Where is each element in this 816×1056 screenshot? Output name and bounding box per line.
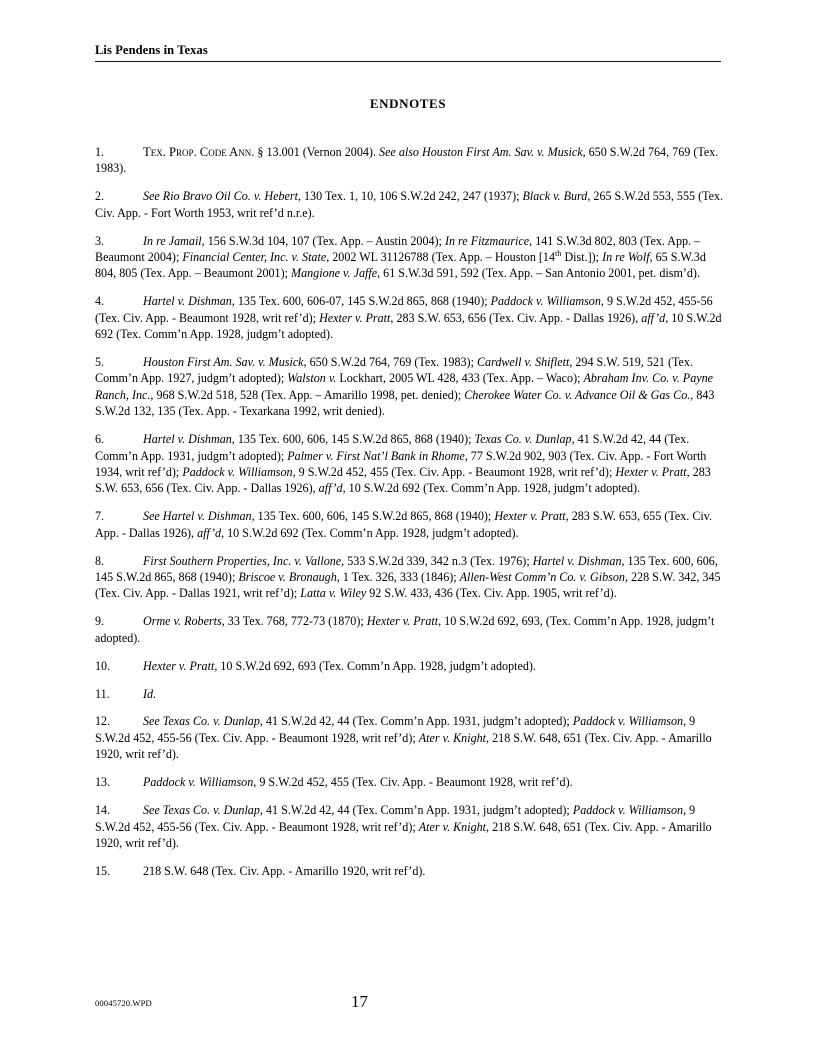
- endnote-item: [95, 553, 725, 602]
- endnote-number: 5.: [95, 355, 105, 370]
- case-name-italic: Id.: [143, 686, 157, 701]
- endnote-text: [143, 775, 573, 789]
- endnote-number: 10.: [95, 658, 111, 673]
- case-name-italic: Paddock v. Williamson: [182, 465, 293, 479]
- endnotes-list: [95, 144, 725, 891]
- citation-text: , 843 S.W.2d 132, 135 (Tex. App. - Texarkana 1992, writ denied).: [95, 387, 715, 419]
- citation-text: 218 S.W. 648 (Tex. Civ. App. - Amarillo 1920, writ ref’d).: [143, 863, 426, 878]
- citation-text: , 10 S.W.2d 692 (Tex. Comm’n App. 1928, judgm’t adopted).: [95, 310, 722, 342]
- running-header-title: Lis Pendens in Texas: [95, 43, 208, 57]
- endnote-item: [95, 686, 725, 702]
- citation-text: Dist.]);: [561, 250, 603, 265]
- statute-smallcaps: Tex. Prop. Code Ann.: [143, 145, 255, 159]
- case-name-italic: Paddock v. Williamson: [143, 775, 254, 790]
- case-name-italic: Black v. Burd: [522, 189, 588, 204]
- endnote-item: [95, 354, 725, 420]
- endnote-text: [143, 659, 536, 673]
- endnote-text: [95, 614, 714, 644]
- case-name-italic: aff’d: [197, 525, 222, 540]
- citation-text: , 65 S.W.3d 804, 805 (Tex. App. – Beaumont 2001);: [95, 250, 706, 281]
- endnote-item: [95, 188, 725, 221]
- case-name-italic: Hartel v. Dishman: [532, 553, 622, 568]
- endnote-item: [95, 613, 725, 646]
- citation-text: , 10 S.W.2d 692 (Tex. Comm’n App. 1928, judgm’t adopted).: [221, 525, 519, 540]
- citation-text: , 533 S.W.2d 339, 342 n.3 (Tex. 1976);: [341, 553, 533, 568]
- citation-text: § 13.001 (Vernon 2004).: [254, 145, 380, 159]
- citation-text: , 283 S.W. 653, 656 (Tex. Civ. App. - Dallas 1926),: [390, 310, 642, 325]
- case-name-italic: In re Wolf: [602, 250, 650, 265]
- endnote-text: [95, 234, 706, 281]
- case-name-italic: aff’d: [318, 481, 343, 496]
- endnote-number: 6.: [95, 432, 105, 447]
- citation-text: , 9 S.W.2d 452, 455-56 (Tex. Civ. App. - Beaumont 1928, writ ref’d);: [95, 294, 713, 325]
- case-name-italic: Ater v. Knight: [418, 730, 487, 745]
- case-name-italic: In re Fitzmaurice: [444, 233, 530, 248]
- endnote-number: 4.: [95, 294, 105, 309]
- endnote-text: [143, 687, 156, 701]
- citation-text: 92 S.W. 433, 436 (Tex. Civ. App. 1905, writ ref’d).: [366, 586, 617, 601]
- citation-text: , 1 Tex. 326, 333 (1846);: [336, 570, 460, 585]
- case-name-italic: Abraham Inv. Co. v. Payne Ranch, Inc.: [95, 371, 714, 402]
- citation-text: , 156 S.W.3d 104, 107 (Tex. App. – Austin 2004);: [201, 233, 445, 248]
- endnote-text: [95, 145, 718, 175]
- citation-text: , 10 S.W.2d 692, 693 (Tex. Comm’n App. 1928, judgm’t adopted).: [214, 658, 536, 673]
- endnote-number: 12.: [95, 714, 111, 729]
- citation-text: , 265 S.W.2d 553, 555 (Tex. Civ. App. - Fort Worth 1953, writ ref’d n.r.e).: [95, 189, 724, 220]
- case-name-italic: Ater v. Knight: [418, 819, 487, 834]
- case-name-italic: aff’d: [641, 310, 666, 325]
- citation-text: , 10 S.W.2d 692, 693, (Tex. Comm’n App. 1928, judgm’t adopted).: [95, 614, 715, 645]
- page-number: 17: [351, 992, 368, 1011]
- case-name-italic: Hartel v. Dishman: [143, 294, 232, 309]
- ordinal-superscript: th: [555, 249, 562, 258]
- citation-text: , 135 Tex. 600, 606, 145 S.W.2d 865, 868 (1940);: [251, 509, 495, 524]
- citation-text: , 41 S.W.2d 42, 44 (Tex. Comm’n App. 1931, judgm’t adopted);: [95, 432, 690, 463]
- endnote-text: [95, 803, 712, 850]
- case-name-italic: Houston First Am. Sav. v. Musick: [143, 355, 304, 370]
- citation-text: , 650 S.W.2d 764, 769 (Tex. 1983);: [303, 355, 477, 370]
- page-footer: [95, 992, 725, 1018]
- citation-text: , 10 S.W.2d 692 (Tex. Comm’n App. 1928, judgm’t adopted).: [342, 481, 641, 496]
- endnote-item: [95, 802, 725, 851]
- endnote-item: [95, 508, 725, 541]
- citation-text: , 9 S.W.2d 452, 455-56 (Tex. Civ. App. - Beaumont 1928, writ ref’d);: [95, 803, 696, 834]
- case-name-italic: See Hartel v. Dishman: [143, 509, 252, 524]
- case-name-italic: See Texas Co. v. Dunlap: [143, 803, 260, 818]
- case-name-italic: Texas Co. v. Dunlap: [474, 432, 572, 447]
- case-name-italic: In re Jamail: [143, 233, 202, 248]
- citation-text: , 77 S.W.2d 902, 903 (Tex. Civ. App. - Fort Worth 1934, writ ref’d);: [95, 448, 707, 479]
- case-name-italic: Hexter v. Pratt: [615, 465, 687, 479]
- citation-text: , 283 S.W. 653, 656 (Tex. Civ. App. - Dallas 1926),: [95, 465, 711, 496]
- case-name-italic: See Rio Bravo Oil Co. v. Hebert: [143, 189, 298, 204]
- citation-text: , 130 Tex. 1, 10, 106 S.W.2d 242, 247 (1937);: [297, 189, 523, 204]
- endnote-number: 2.: [95, 189, 105, 204]
- endnote-text: [95, 432, 711, 495]
- page-title: ENDNOTES: [369, 96, 447, 111]
- endnote-number: 7.: [95, 509, 105, 524]
- endnote-number: 9.: [95, 614, 105, 629]
- citation-text: , 33 Tex. 768, 772-73 (1870);: [221, 614, 367, 629]
- endnote-text: [95, 294, 722, 341]
- citation-text: , 218 S.W. 648, 651 (Tex. Civ. App. - Amarillo 1920, writ ref’d).: [95, 819, 712, 850]
- endnote-item: [95, 144, 725, 177]
- citation-text: , 41 S.W.2d 42, 44 (Tex. Comm’n App. 1931, judgm’t adopted);: [259, 714, 573, 729]
- case-name-italic: First Southern Properties, Inc. v. Vallone: [143, 553, 342, 568]
- endnote-text: [143, 864, 425, 878]
- document-id-label: 00045720.WPD: [95, 998, 152, 1008]
- case-name-italic: Hexter v. Pratt: [319, 310, 391, 325]
- citation-text: , 61 S.W.3d 591, 592 (Tex. App. – San Antonio 2001, pet. dism’d).: [377, 266, 700, 281]
- citation-text: , 135 Tex. 600, 606, 145 S.W.2d 865, 868 (1940);: [231, 432, 475, 447]
- endnote-number: 13.: [95, 775, 111, 790]
- case-name-italic: Latta v. Wiley: [300, 586, 367, 601]
- endnote-number: 14.: [95, 803, 111, 818]
- citation-text: , 2002 WL 31126788 (Tex. App. – Houston [14: [326, 250, 556, 265]
- case-name-italic: Hexter v. Pratt: [366, 614, 439, 629]
- case-name-italic: Palmer v. First Nat’l Bank in Rhome: [287, 448, 465, 463]
- citation-text: , 283 S.W. 653, 655 (Tex. Civ. App. - Dallas 1926),: [95, 509, 713, 540]
- case-name-italic: Paddock v. Williamson: [490, 294, 601, 309]
- case-name-italic: Hexter v. Pratt: [494, 509, 566, 524]
- endnote-item: [95, 233, 725, 282]
- citation-text: , 294 S.W. 519, 521 (Tex. Comm’n App. 1927, judgm’t adopted);: [95, 355, 693, 386]
- endnote-text: [95, 714, 712, 761]
- endnote-item: [95, 658, 725, 674]
- endnote-number: 3.: [95, 233, 105, 248]
- case-name-italic: Walston v.: [287, 371, 337, 386]
- endnote-item: [95, 431, 725, 497]
- citation-text: , 9 S.W.2d 452, 455-56 (Tex. Civ. App. - Beaumont 1928, writ ref’d);: [95, 714, 696, 745]
- case-name-italic: Hartel v. Dishman: [143, 432, 232, 447]
- endnote-item: [95, 863, 725, 879]
- case-name-italic: Paddock v. Williamson: [572, 714, 684, 729]
- citation-text: , 41 S.W.2d 42, 44 (Tex. Comm’n App. 1931, judgm’t adopted);: [259, 803, 573, 818]
- case-name-italic: Allen-West Comm’n Co. v. Gibson: [459, 570, 625, 585]
- citation-text: , 9 S.W.2d 452, 455 (Tex. Civ. App. - Beaumont 1928, writ ref’d).: [253, 775, 573, 790]
- header-divider: [95, 61, 721, 62]
- case-name-italic: Paddock v. Williamson: [572, 803, 684, 818]
- endnote-item: [95, 774, 725, 790]
- endnote-text: [95, 189, 723, 219]
- citation-text: Lockhart, 2005 WL 428, 433 (Tex. App. – Waco);: [336, 371, 584, 386]
- citation-text: , 135 Tex. 600, 606-07, 145 S.W.2d 865, 868 (1940);: [231, 294, 491, 309]
- case-name-italic: Mangione v. Jaffe: [291, 266, 378, 281]
- citation-text: , 968 S.W.2d 518, 528 (Tex. App. – Amarillo 1998, pet. denied);: [150, 387, 465, 402]
- citation-text: , 141 S.W.3d 802, 803 (Tex. App. – Beaumont 2004);: [95, 233, 701, 265]
- endnote-item: [95, 293, 725, 342]
- endnote-number: 11.: [95, 686, 110, 701]
- endnote-number: 1.: [95, 145, 105, 159]
- case-name-italic: Cardwell v. Shiflett: [476, 355, 570, 370]
- citation-text: , 135 Tex. 600, 606, 145 S.W.2d 865, 868 (1940);: [95, 553, 718, 585]
- citation-text: , 650 S.W.2d 764, 769 (Tex. 1983).: [95, 145, 719, 176]
- endnote-text: [95, 554, 721, 601]
- case-name-italic: See also Houston First Am. Sav. v. Musick: [379, 145, 583, 159]
- endnote-number: 15.: [95, 863, 111, 878]
- citation-text: , 218 S.W. 648, 651 (Tex. Civ. App. - Amarillo 1920, writ ref’d).: [95, 730, 712, 762]
- endnote-item: [95, 713, 725, 762]
- endnote-number: 8.: [95, 553, 105, 568]
- citation-text: , 228 S.W. 342, 345 (Tex. Civ. App. - Dallas 1921, writ ref’d);: [95, 570, 721, 601]
- endnote-text: [95, 355, 714, 418]
- case-name-italic: Hexter v. Pratt: [143, 658, 215, 673]
- case-name-italic: Briscoe v. Bronaugh: [238, 570, 337, 585]
- case-name-italic: Financial Center, Inc. v. State: [182, 250, 327, 265]
- citation-text: , 9 S.W.2d 452, 455 (Tex. Civ. App. - Beaumont 1928, writ ref’d);: [292, 465, 616, 479]
- case-name-italic: Cherokee Water Co. v. Advance Oil & Gas Co.: [464, 387, 691, 402]
- case-name-italic: Orme v. Roberts: [143, 614, 222, 629]
- case-name-italic: See Texas Co. v. Dunlap: [143, 714, 260, 729]
- running-header: [95, 44, 721, 62]
- endnote-text: [95, 509, 712, 539]
